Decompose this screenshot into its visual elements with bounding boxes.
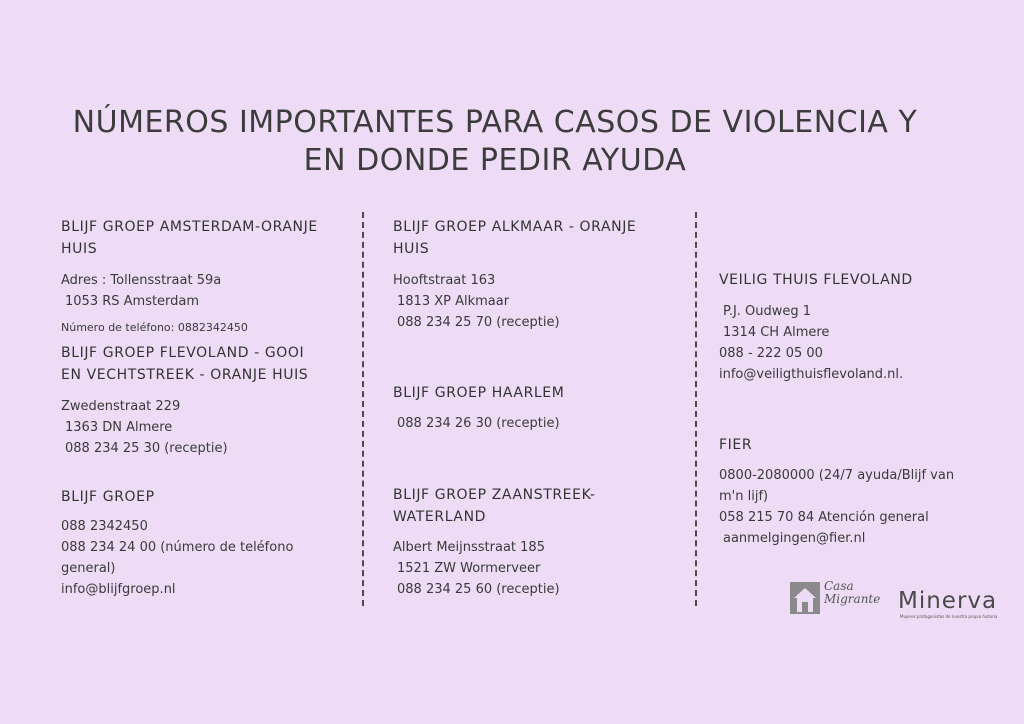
- postcode: 1053 RS Amsterdam: [65, 294, 200, 309]
- postcode: 1314 CH Almere: [723, 325, 830, 340]
- email: info@blijfgroep.nl: [61, 582, 176, 597]
- address: P.J. Oudweg 1: [723, 304, 812, 319]
- phone: 088 2342450: [61, 519, 148, 534]
- postcode: 1813 XP Alkmaar: [397, 294, 510, 309]
- org-name: EN VECHTSTREEK - ORANJE HUIS: [61, 367, 309, 383]
- casa-migrante-logo: [824, 580, 880, 606]
- postcode: 1521 ZW Wormerveer: [397, 561, 541, 576]
- phone: 088 234 25 60 (receptie): [397, 582, 560, 597]
- phone: Número de teléfono: 0882342450: [61, 321, 248, 334]
- contact-amsterdam: [61, 216, 318, 338]
- phone: 088 234 24 00 (número de teléfono: [61, 540, 294, 555]
- logo-text: Casa: [824, 579, 854, 593]
- phone: 0800-2080000 (24/7 ayuda/Blijf van: [719, 468, 955, 483]
- contact-alkmaar: [393, 216, 636, 333]
- logos: [790, 580, 1010, 620]
- page-title: [0, 104, 990, 180]
- contact-flevoland: [61, 342, 308, 459]
- title-line-2: EN DONDE PEDIR AYUDA: [303, 143, 687, 178]
- org-name: BLIJF GROEP ZAANSTREEK-: [393, 487, 596, 503]
- org-name: BLIJF GROEP HAARLEM: [393, 385, 565, 401]
- address: Albert Meijnsstraat 185: [393, 540, 545, 555]
- org-name: BLIJF GROEP ALKMAAR - ORANJE: [393, 219, 637, 235]
- org-name: FIER: [719, 437, 753, 453]
- contact-fier: [719, 434, 954, 549]
- org-name: WATERLAND: [393, 509, 487, 525]
- column-divider-1: [362, 212, 364, 606]
- org-name: BLIJF GROEP FLEVOLAND - GOOI: [61, 345, 305, 361]
- phone-note: m'n lijf): [719, 489, 769, 504]
- email: aanmelgingen@fier.nl: [723, 531, 866, 546]
- email: info@veiligthuisflevoland.nl.: [719, 367, 904, 382]
- org-name: BLIJF GROEP: [61, 489, 155, 505]
- minerva-logo: Minerva: [898, 588, 998, 614]
- postcode: 1363 DN Almere: [65, 420, 173, 435]
- org-name: VEILIG THUIS FLEVOLAND: [719, 272, 913, 288]
- contact-haarlem: [393, 382, 564, 434]
- minerva-tagline: Mujeres protagonistas de nuestra propia historia: [900, 614, 998, 619]
- phone: 088 234 25 30 (receptie): [65, 441, 228, 456]
- phone: 088 - 222 05 00: [719, 346, 823, 361]
- casa-migrante-house-icon: [790, 582, 820, 614]
- phone: 058 215 70 84 Atención general: [719, 510, 929, 525]
- org-name: HUIS: [393, 241, 430, 257]
- org-name: BLIJF GROEP AMSTERDAM-ORANJE: [61, 219, 318, 235]
- column-divider-2: [695, 212, 697, 606]
- address: Hooftstraat 163: [393, 273, 496, 288]
- address: Adres : Tollensstraat 59a: [61, 273, 222, 288]
- contact-zaanstreek: [393, 484, 596, 600]
- phone: 088 234 26 30 (receptie): [397, 416, 560, 431]
- contact-blijf-groep: [61, 486, 293, 600]
- phone-note: general): [61, 561, 116, 576]
- org-name: HUIS: [61, 241, 98, 257]
- contact-veilig-thuis: [719, 269, 913, 385]
- address: Zwedenstraat 229: [61, 399, 181, 414]
- phone: 088 234 25 70 (receptie): [397, 315, 560, 330]
- title-line-1: NÚMEROS IMPORTANTES PARA CASOS DE VIOLENCIA Y: [72, 105, 918, 140]
- logo-text: Migrante: [824, 592, 881, 606]
